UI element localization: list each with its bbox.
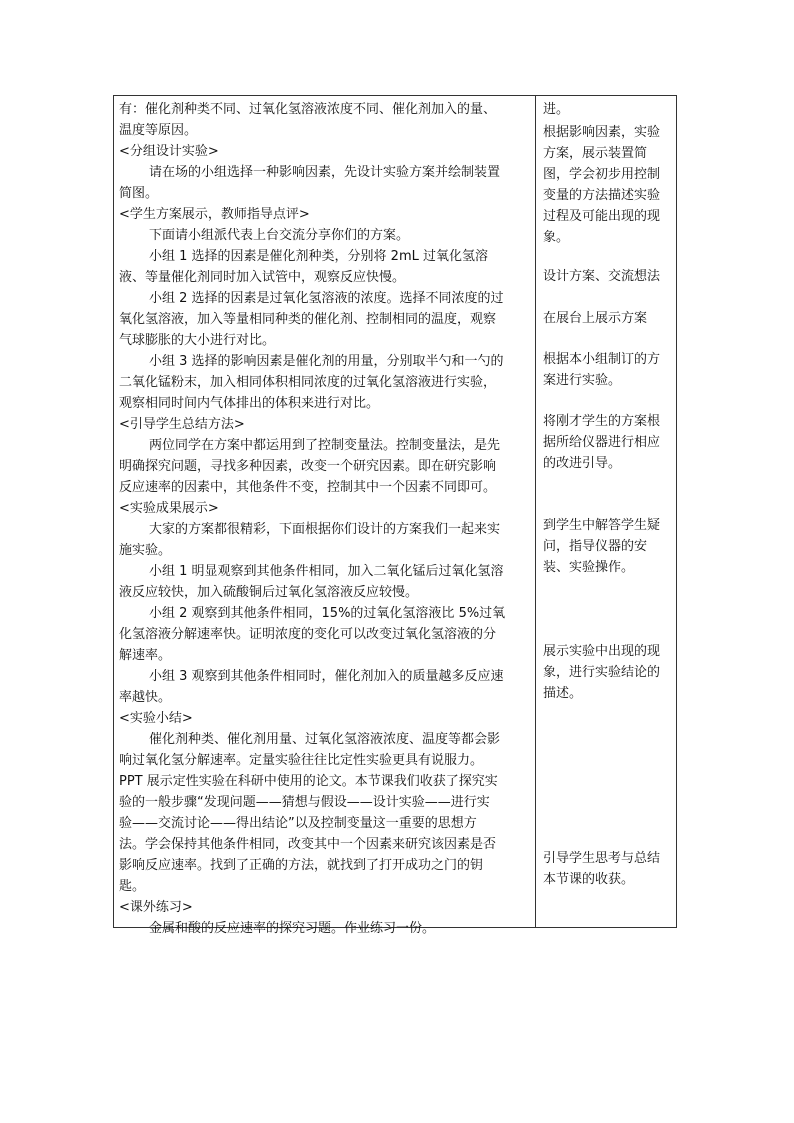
body-text-line: 观察相同时间内气体排出的体积来进行对比。 [119,396,380,411]
intent-text-line: 过程及可能出现的现 [543,209,661,224]
body-text-line: 氧化氢溶液，加入等量相同种类的催化剂、控制相同的温度，观察 [119,312,497,327]
intent-text-line: 象，进行实验结论的 [543,665,661,680]
intent-text-line: 本节课的收获。 [543,872,635,887]
body-text-line: 解速率。 [119,648,172,663]
body-text-line: 液、等量催化剂同时加入试管中，观察反应快慢。 [119,270,406,285]
intent-text-line: 展示实验中出现的现 [543,644,661,659]
intent-text-line: 将刚才学生的方案根 [543,414,661,429]
body-text-line: 响过氧化氢分解速率。定量实验往往比定性实验更具有说服力。 [119,753,484,768]
intent-text-line: 据所给仪器进行相应 [543,435,661,450]
body-text-line: 率越快。 [119,690,172,705]
body-text-line: 匙。 [119,879,146,894]
intent-text-line: 描述。 [543,686,583,701]
body-text-line: 明确探究问题，寻找多种因素，改变一个研究因素。即在研究影响 [119,459,497,474]
body-text-line: 验的一般步骤“发现问题——猜想与假设——设计实验——进行实 [119,795,490,810]
lesson-table [113,95,677,936]
body-text-line: 小组 3 选择的影响因素是催化剂的用量，分别取半勺和一勺的 [149,354,504,369]
intent-text-line: 方案，展示装置简 [543,146,648,161]
body-text-line: 小组 2 观察到其他条件相同，15%的过氧化氢溶液比 5%过氧 [149,606,506,621]
body-text-line: 温度等原因。 [119,123,198,138]
section-heading: <学生方案展示，教师指导点评> [119,207,310,222]
section-heading: <分组设计实验> [119,144,219,159]
intent-text-line: 设计方案、交流想法 [543,269,661,284]
intent-text-line: 在展台上展示方案 [543,311,648,326]
body-text-line: 下面请小组派代表上台交流分享你们的方案。 [149,228,410,243]
column-divider [535,96,536,927]
intent-text-line: 的改进引导。 [543,456,622,471]
body-text-line: 金属和酸的反应速率的探究习题。作业练习一份。 [149,921,436,936]
intent-text-line: 案进行实验。 [543,373,622,388]
body-text-line: 验——交流讨论——得出结论”以及控制变量这一重要的思想方 [119,816,477,831]
intent-text-line: 图，学会初步用控制 [543,167,661,182]
body-text-line: 请在场的小组选择一种影响因素，先设计实验方案并绘制装置 [149,165,501,180]
intent-text-line: 问，指导仪器的安 [543,539,648,554]
body-text-line: 两位同学在方案中都运用到了控制变量法。控制变量法，是先 [149,438,501,453]
body-text-line: 气球膨胀的大小进行对比。 [119,333,276,348]
body-text-line: 大家的方案都很精彩，下面根据你们设计的方案我们一起来实 [149,522,501,537]
body-text-line: 小组 1 选择的因素是催化剂种类，分别将 2mL 过氧化氢溶 [149,249,488,264]
intent-text-line: 引导学生思考与总结 [543,851,661,866]
intent-text-line: 根据本小组制订的方 [543,352,661,367]
body-text-line: 影响反应速率。找到了正确的方法，就找到了打开成功之门的钥 [119,858,484,873]
intent-text-line: 变量的方法描述实验 [543,188,661,203]
section-heading: <引导学生总结方法> [119,417,245,432]
body-text-line: 施实验。 [119,543,172,558]
intent-text-line: 根据影响因素，实验 [543,125,661,140]
body-text-line: 小组 3 观察到其他条件相同时，催化剂加入的质量越多反应速 [149,669,504,684]
body-text-line: 简图。 [119,186,159,201]
intent-text-line: 到学生中解答学生疑 [543,518,661,533]
body-text-line: 有：催化剂种类不同、过氧化氢溶液浓度不同、催化剂加入的量、 [119,102,497,117]
body-text-line: 催化剂种类、催化剂用量、过氧化氢溶液浓度、温度等都会影 [149,732,501,747]
body-text-line: 液反应较快，加入硫酸铜后过氧化氢溶液反应较慢。 [119,585,419,600]
section-heading: <实验成果展示> [119,501,219,516]
intent-text-line: 象。 [543,230,570,245]
body-text-line: PPT 展示定性实验在科研中使用的论文。本节课我们收获了探究实 [119,774,498,789]
section-heading: <实验小结> [119,711,193,726]
body-text-line: 二氧化锰粉末，加入相同体积相同浓度的过氧化氢溶液进行实验， [119,375,497,390]
intent-text-line: 装、实验操作。 [543,560,635,575]
body-text-line: 小组 2 选择的因素是过氧化氢溶液的浓度。选择不同浓度的过 [149,291,504,306]
body-text-line: 化氢溶液分解速率快。证明浓度的变化可以改变过氧化氢溶液的分 [119,627,497,642]
body-text-line: 反应速率的因素中，其他条件不变，控制其中一个因素不同即可。 [119,480,497,495]
intent-text-line: 进。 [543,102,570,117]
section-heading: <课外练习> [119,900,193,915]
body-text-line: 小组 1 明显观察到其他条件相同，加入二氧化锰后过氧化氢溶 [149,564,504,579]
body-text-line: 法。学会保持其他条件相同，改变其中一个因素来研究该因素是否 [119,837,497,852]
